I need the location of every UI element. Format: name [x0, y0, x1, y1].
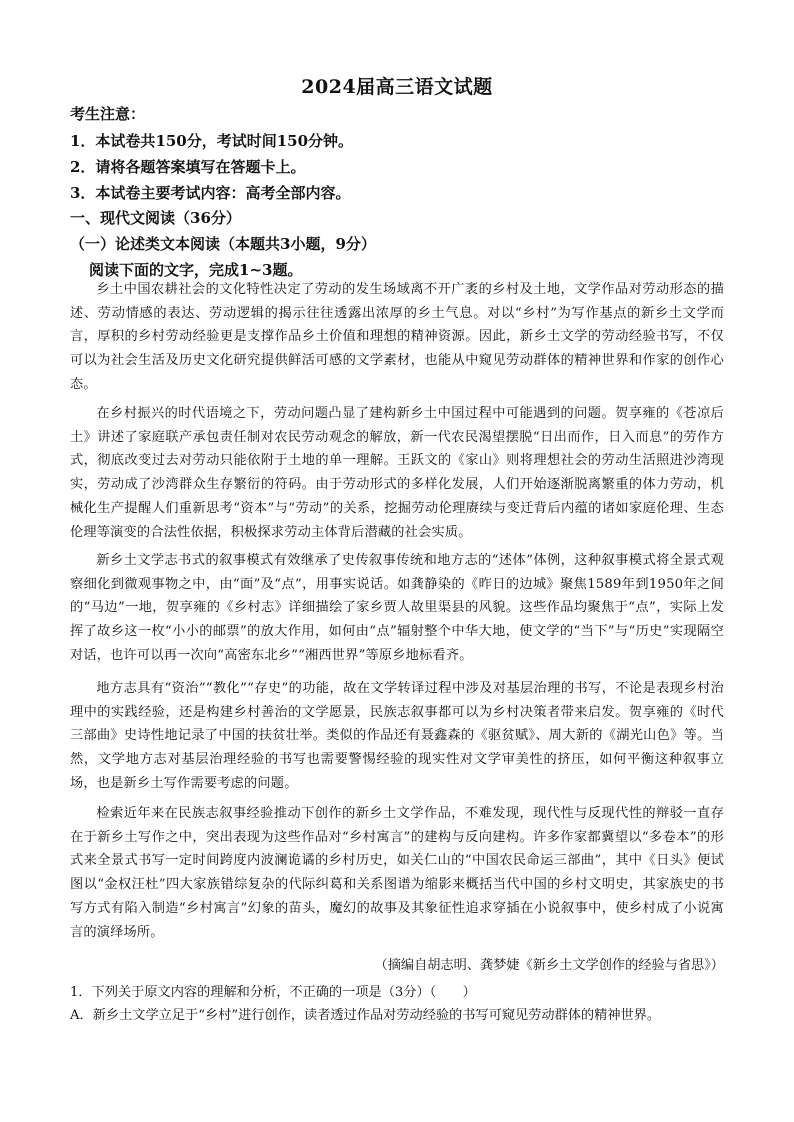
section-heading: 一、现代文阅读（36分）: [70, 209, 241, 227]
question-stem: 1．下列关于原文内容的理解和分析，不正确的一项是（3分）（ ）: [70, 985, 476, 1000]
source-citation: （摘编自胡志明、龚梦婕《新乡土文学创作的经验与省思》）: [374, 958, 724, 973]
notice-item: 2．请将各题答案填写在答题卡上。: [70, 158, 306, 176]
notice-heading: 考生注意：: [70, 105, 146, 123]
notice-item: 3．本试卷主要考试内容：高考全部内容。: [70, 184, 351, 202]
notice-item: 1．本试卷共150分，考试时间150分钟。: [70, 132, 354, 150]
passage-paragraph: 地方志具有“资治”“教化”“存史”的功能，故在文学转译过程中涉及对基层治理的书写，不论是表现乡村治理中的实践经验，还是构建乡村善治的文学愿景，民族志叙事都可以为乡村决策者带来启发。贺享雍的《时代三部曲》史诗性地记录了中国的扶贫壮举。类似的作品还有聂鑫森的《驱贫赋》、周大新的《湖光山色》等。当然，文学地方志对基层治理经验的书写也需要警惕经验的现实性对文学审美性的挤压，如何平衡这种叙事立场，也是新乡土写作需要考虑的问题。: [70, 681, 724, 791]
passage-paragraph: 检索近年来在民族志叙事经验推动下创作的新乡土文学作品，不难发现，现代性与反现代性的辩驳一直存在于新乡土写作之中，突出表现为这些作品对“乡村寓言”的建构与反向建构。许多作家都冀望以“多卷本”的形式来全景式书写一定时间跨度内波澜诡谲的乡村历史，如关仁山的“中国农民命运三部曲”，其中《日头》便试图以“金权汪杜”四大家族错综复杂的代际纠葛和关系图谱为缩影来概括当代中国的乡村文明史，其家族史的书写方式有陷入制造“乡村寓言”幻象的苗头，魔幻的故事及其象征性追求穿插在小说叙事中，使乡村成了小说寓言的演绎场所。: [70, 806, 724, 940]
passage-paragraph: 在乡村振兴的时代语境之下，劳动问题凸显了建构新乡土中国过程中可能遇到的问题。贺享雍的《苍凉后土》讲述了家庭联产承包责任制对农民劳动观念的解放，新一代农民渴望摆脱“日出而作，日入而息”的劳作方式，彻底改变过去对劳动只能依附于土地的单一理解。王跃文的《家山》则将理想社会的劳动生活照进沙湾现实，劳动成了沙湾群众生存繁衍的符码。由于劳动形式的多样化发展，人们开始逐渐脱离繁重的体力劳动，机械化生产提醒人们重新思考“资本”与“劳动”的关系，挖掘劳动伦理赓续与变迁背后内蕴的诸如家庭伦理、生态伦理等演变的合法性依据，积极探求劳动主体背后潜藏的社会实质。: [70, 406, 724, 540]
page-title: 2024届高三语文试题: [301, 76, 493, 98]
reading-instruction: 阅读下面的文字，完成1~3题。: [89, 261, 303, 279]
passage-paragraph: 新乡土文学志书式的叙事模式有效继承了史传叙事传统和地方志的“述体”体例，这种叙事模式将全景式观察细化到微观事物之中，由“面”及“点”，用事实说话。如龚静染的《昨日的边城》聚焦1589年到1950年之间的“马边”一地，贺享雍的《乡村志》详细描绘了家乡贾人故里渠县的风貌。这些作品均聚焦于“点”，实际上发挥了故乡这一枚“小小的邮票”的放大作用，如何由“点”辐射整个中华大地，使文学的“当下”与“历史”实现隔空对话，也许可以再一次向“高密东北乡”“湘西世界”等原乡地标看齐。: [70, 553, 724, 663]
answer-option-a: A．新乡土文学立足于“乡村”进行创作，读者透过作品对劳动经验的书写可窥见劳动群体的精神世界。: [70, 1008, 661, 1023]
passage-paragraph: 乡土中国农耕社会的文化特性决定了劳动的发生场域离不开广袤的乡村及土地，文学作品对劳动形态的描述、劳动情感的表达、劳动逻辑的揭示往往透露出浓厚的乡土气息。对以“乡村”为写作基点的新乡土文学而言，厚积的乡村劳动经验更是支撑作品乡土价值和理想的精神资源。因此，新乡土文学的劳动经验书写，不仅可以为社会生活及历史文化研究提供鲜活可感的文学素材，也能从中窥见劳动群体的精神世界和作家的创作心态。: [70, 282, 724, 392]
subsection-heading: （一）论述类文本阅读（本题共3小题，9分）: [70, 235, 376, 253]
